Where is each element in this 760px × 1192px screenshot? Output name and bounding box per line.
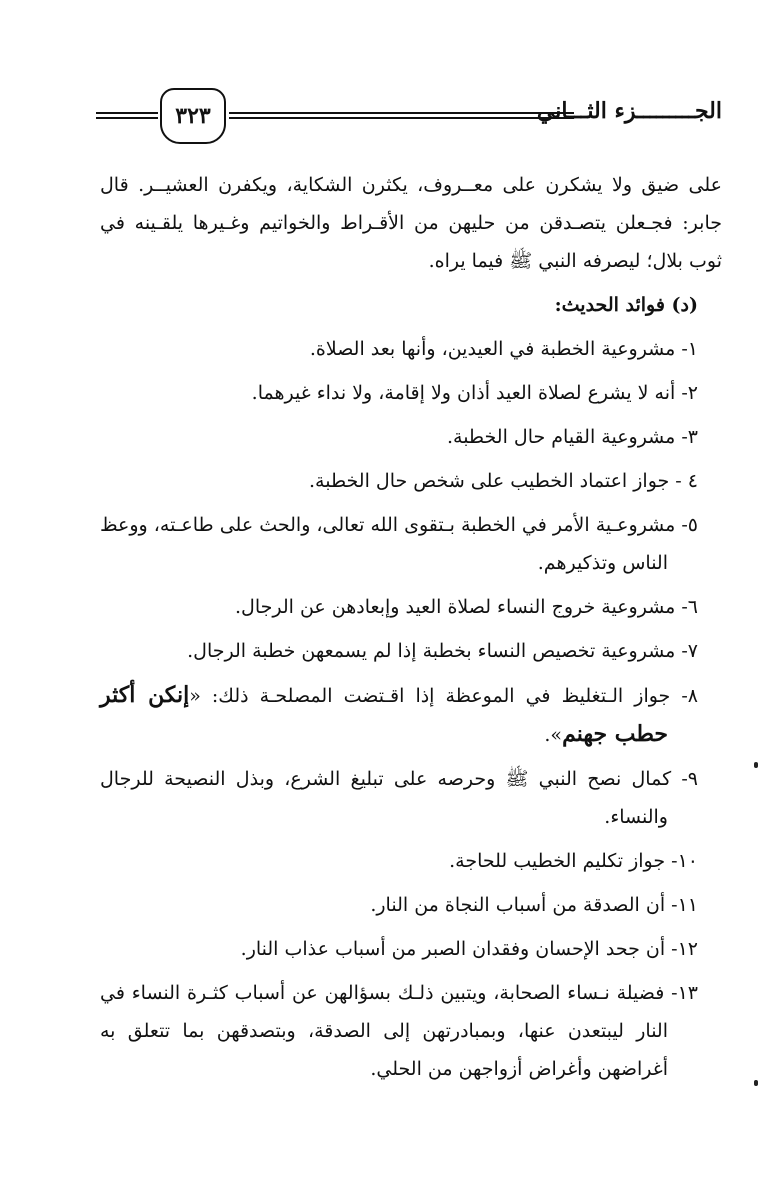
- intro-line-1: على ضيق ولا يشكرن على معــروف، يكثرن الشكاية، ويكفرن العشيــر. قال جابر:: [100, 174, 722, 234]
- intro-line-3: ليصرفه النبي ﷺ فيما يراه.: [428, 250, 641, 272]
- page-body: [100, 166, 722, 1088]
- benefit-item-1: ١- مشروعية الخطبة في العيدين، وأنها بعد الصلاة.: [309, 338, 698, 360]
- part-title: الجـــــــــزء الثـــاني: [536, 98, 722, 124]
- benefit-item-7: ٧- مشروعية تخصيص النساء بخطبة إذا لم يسمعهن خطبة الرجال.: [187, 640, 698, 662]
- benefit-item-10: ١٠- جواز تكليم الخطيب للحاجة.: [449, 850, 698, 872]
- benefit-item-12: ١٢- أن جحد الإحسان وفقدان الصبر من أسباب عذاب النار.: [240, 938, 698, 960]
- margin-mark: [754, 1080, 758, 1086]
- header-rule-left: [96, 112, 158, 119]
- intro-line-2: فجـعلن يتصـدقن من حليهن من الأقـراط والخواتيم وغـيرها يلقـينه في ثوب بلال؛: [100, 212, 722, 272]
- section-title: (د) فوائد الحديث:: [554, 294, 698, 316]
- page-header: [96, 88, 722, 148]
- benefit-item-11: ١١- أن الصدقة من أسباب النجاة من النار.: [370, 894, 698, 916]
- page-number-frame: [160, 88, 226, 144]
- benefit-item-2: ٢- أنه لا يشرع لصلاة العيد أذان ولا إقامة، ولا نداء غيرهما.: [251, 382, 698, 404]
- margin-mark: [754, 762, 758, 768]
- benefit-item-9: ٩- كمال نصح النبي ﷺ وحرصه على تبليغ الشرع، وبذل النصيحة للرجال والنساء.: [100, 768, 698, 828]
- benefit-item-13: ١٣- فضيلة نـساء الصحابة، ويتبين ذلـك بسؤالهن عن أسباب كثـرة النساء في النار ليبتعدن عنها، وبمبادرتهن إلى الصدقة، وبتصدقهن بما تتعلق به أغراضهن وأغراض أزواجهن من الحلي.: [100, 982, 698, 1080]
- benefit-item-4: ٤ - جواز اعتماد الخطيب على شخص حال الخطبة.: [308, 470, 698, 492]
- benefit-item-8: [100, 676, 722, 754]
- benefit-item-5: ٥- مشروعـية الأمر في الخطبة بـتقوى الله تعالى، والحث على طاعـته، ووعظ الناس وتذكيرهم.: [100, 514, 698, 574]
- page-number: ٣٢٣: [175, 103, 211, 129]
- header-rule-middle: [229, 112, 574, 119]
- benefit-item-6: ٦- مشروعية خروج النساء لصلاة العيد وإبعادهن عن الرجال.: [234, 596, 698, 618]
- item8-suffix: ».: [544, 724, 563, 746]
- intro-paragraph: [100, 166, 722, 280]
- item8-prefix: ٨- جواز الـتغليظ في الموعظة إذا اقـتضت المصلحـة ذلك: «: [189, 685, 699, 707]
- item8-hadith-quote: إنكن أكثر حطب جهنم: [100, 682, 668, 747]
- benefit-item-3: ٣- مشروعية القيام حال الخطبة.: [446, 426, 698, 448]
